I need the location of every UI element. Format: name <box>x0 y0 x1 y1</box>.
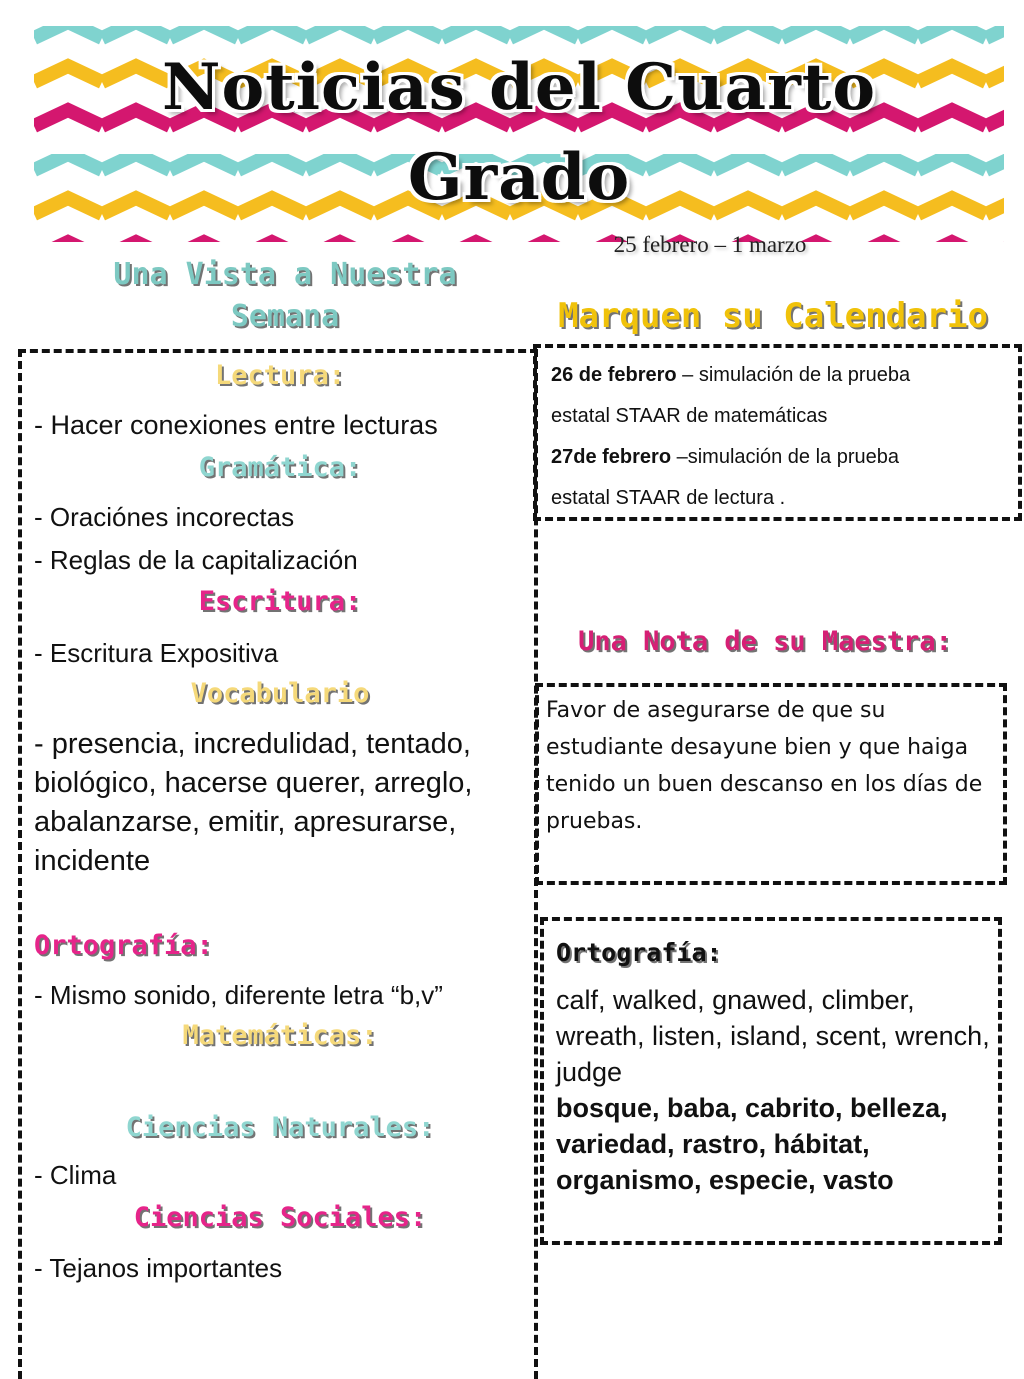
vocabulario-heading: Vocabulario <box>190 678 370 709</box>
event-date: 26 de febrero <box>551 364 677 386</box>
ortografia-heading: Ortografía: <box>34 930 213 961</box>
spelling-english-words: calf, walked, gnawed, climber, wreath, listen, island, scent, wrench, judge <box>556 985 990 1087</box>
calendar-event <box>551 364 910 387</box>
escritura-item: - Escritura Expositiva <box>34 638 279 668</box>
gramatica-item: - Reglas de la capitalización <box>34 545 358 575</box>
vocabulario-words: - presencia, incredulidad, tentado, biológico, hacerse querer, arreglo, abalanzarse, emitir, apresurarse, incidente <box>34 728 473 877</box>
lectura-item: - Hacer conexiones entre lecturas <box>34 410 438 440</box>
ortografia-item: - Mismo sonido, diferente letra “b,v” <box>34 980 443 1010</box>
event-desc: –simulación de la prueba <box>671 446 899 468</box>
newsletter-title-line1: Noticias del Cuarto <box>161 50 877 125</box>
ciencias-naturales-item: - Clima <box>34 1160 117 1190</box>
spelling-spanish-words: bosque, baba, cabrito, belleza, variedad, rastro, hábitat, organismo, especie, vasto <box>556 1093 948 1195</box>
week-overview-title: Una Vista a Nuestra Semana <box>113 257 457 334</box>
calendar-event-cont: estatal STAAR de matemáticas <box>551 405 828 427</box>
event-date: 27de febrero <box>551 446 672 468</box>
calendar-title: Marquen su Calendario <box>558 296 988 336</box>
event-desc: – simulación de la prueba <box>676 364 911 386</box>
escritura-heading: Escritura: <box>198 586 362 617</box>
lectura-heading: Lectura: <box>214 360 346 391</box>
newsletter-title-line2: Grado <box>407 140 631 215</box>
spelling-heading: Ortografía: <box>556 938 722 967</box>
calendar-box <box>533 344 1022 521</box>
teacher-note-text: Favor de asegurarse de que su estudiante desayune bien y que haiga tenido un buen descanso en los días de pruebas. <box>546 698 983 834</box>
gramatica-heading: Gramática: <box>198 452 362 483</box>
calendar-event-cont: estatal STAAR de lectura . <box>551 487 786 509</box>
week-date-range: 25 febrero – 1 marzo <box>613 232 807 257</box>
ciencias-sociales-heading: Ciencias Sociales: <box>133 1202 427 1233</box>
ciencias-naturales-heading: Ciencias Naturales: <box>125 1112 435 1143</box>
gramatica-item: - Oraciónes incorectas <box>34 502 295 532</box>
ciencias-sociales-item: - Tejanos importantes <box>34 1253 283 1283</box>
teacher-note-title: Una Nota de su Maestra: <box>578 626 952 657</box>
matematicas-heading: Matemáticas: <box>182 1020 378 1051</box>
calendar-event <box>551 446 899 469</box>
